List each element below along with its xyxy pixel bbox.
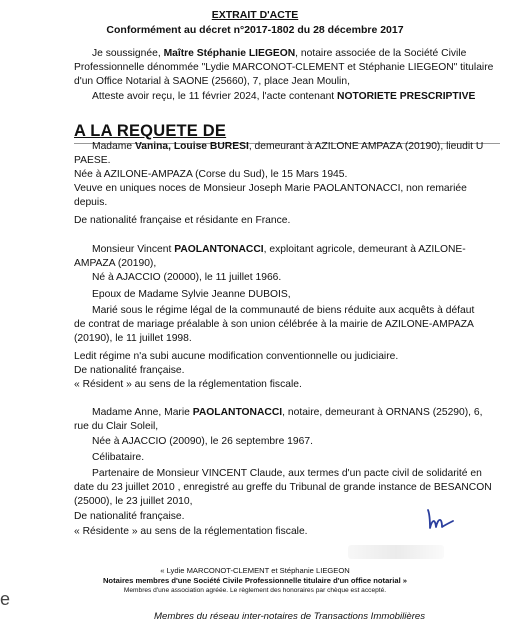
edge-letter: e bbox=[0, 589, 11, 609]
footer-sig-line-2: Notaires membres d'une Société Civile Professionnelle titulaire d'un office notarial » bbox=[102, 576, 408, 585]
p1-line-4: Veuve en uniques noces de Monsieur Joseph Marie PAOLANTONACCI, non remariée bbox=[74, 183, 467, 194]
intro-line-3: d'un Office Notarial à SAONE (25660), 7, place Jean Moulin, bbox=[74, 76, 350, 87]
intro-line-1: Je soussignée, Maître Stéphanie LIEGEON, notaire associée de la Société Civile bbox=[92, 48, 467, 59]
p1-line-2: PAESE. bbox=[74, 155, 111, 166]
p2-line-8: Ledit régime n'a subi aucune modification conventionnelle ou judiciaire. bbox=[74, 351, 399, 362]
document-title: EXTRAIT D'ACTE bbox=[211, 9, 299, 21]
p2-line-2: AMPAZA (20190), bbox=[74, 258, 157, 269]
p3-line-8: De nationalité française. bbox=[74, 511, 185, 522]
p2-line-1: Monsieur Vincent PAOLANTONACCI, exploitant agricole, demeurant à AZILONE- bbox=[92, 244, 466, 255]
footer-signature-block bbox=[0, 566, 510, 596]
p1-line-6: De nationalité française et résidante en France. bbox=[74, 215, 291, 226]
p3-line-3: Née à AJACCIO (20090), le 26 septembre 1967. bbox=[92, 436, 313, 447]
p2-line-4: Epoux de Madame Sylvie Jeanne DUBOIS, bbox=[92, 289, 291, 300]
intro-line-2: Professionnelle dénommée "Lydie MARCONOT-CLEMENT et Stéphanie LIEGEON" titulaire bbox=[74, 62, 494, 73]
p2-line-3: Né à AJACCIO (20000), le 11 juillet 1966. bbox=[92, 272, 282, 283]
p2-line-9: De nationalité française. bbox=[74, 365, 185, 376]
footer-sig-line-3: Membres d'une association agréée. Le règlement des honoraires par chèque est accepté. bbox=[123, 587, 387, 594]
p2-line-6: de contrat de mariage préalable à son union célébrée à la mairie de AZILONE-AMPAZA bbox=[74, 319, 474, 330]
p1-line-3: Née à AZILONE-AMPAZA (Corse du Sud), le 15 Mars 1945. bbox=[74, 169, 348, 180]
faded-stamp-area bbox=[348, 545, 444, 559]
intro-line-4: Atteste avoir reçu, le 11 février 2024, l'acte contenant NOTORIETE PRESCRIPTIVE bbox=[92, 91, 476, 102]
p3-line-2: rue du Clair Soleil, bbox=[74, 421, 159, 432]
p2-line-5: Marié sous le régime légal de la communauté de biens réduite aux acquêts à défaut bbox=[92, 305, 475, 316]
p2-line-10: « Résident » au sens de la réglementation fiscale. bbox=[74, 379, 302, 390]
p3-line-6: date du 23 juillet 2010 , enregistré au greffe du Tribunal de grande instance de BESANCON bbox=[74, 482, 492, 493]
signature-mark bbox=[424, 505, 458, 533]
footer-network-line: Membres du réseau inter-notaires de Transactions Immobilières bbox=[154, 611, 426, 622]
document-subtitle: Conformément au décret n°2017-1802 du 28 décembre 2017 bbox=[106, 24, 404, 36]
p3-line-5: Partenaire de Monsieur VINCENT Claude, aux termes d'un pacte civil de solidarité en bbox=[92, 468, 482, 479]
p1-line-5: depuis. bbox=[74, 197, 108, 208]
p2-line-7: (20190), le 11 juillet 1998. bbox=[74, 333, 192, 344]
p1-line-1: Madame Vanina, Louise BURESI, demeurant à AZILONE AMPAZA (20190), lieudit U bbox=[92, 141, 484, 152]
p3-line-4: Célibataire. bbox=[92, 452, 145, 463]
p3-line-7: (25000), le 23 juillet 2010, bbox=[74, 496, 193, 507]
requete-heading: A LA REQUETE DE bbox=[74, 122, 227, 140]
p3-line-1: Madame Anne, Marie PAOLANTONACCI, notaire, demeurant à ORNANS (25290), 6, bbox=[92, 407, 483, 418]
p3-line-9: « Résidente » au sens de la réglementation fiscale. bbox=[74, 526, 308, 537]
footer-sig-line-1: « Lydie MARCONOT-CLEMENT et Stéphanie LIEGEON bbox=[160, 566, 350, 575]
